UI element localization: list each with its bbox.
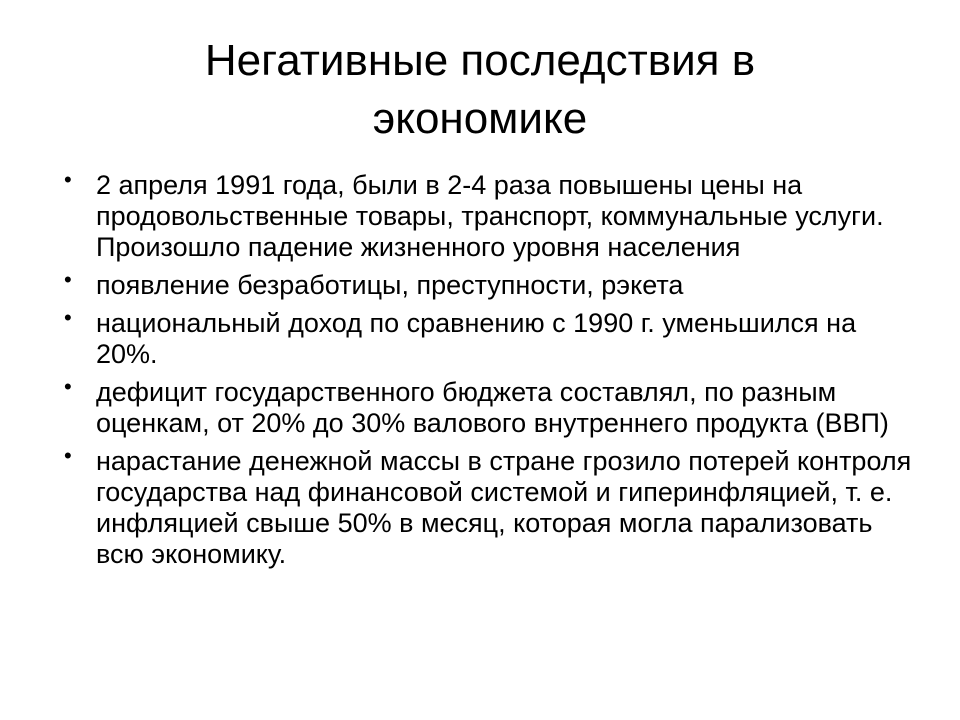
bullet-text: 2 апреля 1991 года, были в 2-4 раза повышены цены на продовольственные товары, транспорт, коммунальные услуги. Произошло падение жизненного уровня населения [96, 170, 884, 262]
bullet-item [60, 267, 920, 301]
slide-title-line-1: Негативные последствия в [204, 36, 756, 85]
bullet-dot-icon: • [64, 443, 72, 468]
bullet-list [60, 167, 920, 577]
bullet-dot-icon: • [64, 374, 72, 399]
bullet-dot-icon: • [64, 267, 72, 292]
bullet-dot-icon: • [64, 305, 72, 330]
bullet-text: дефицит государственного бюджета составлял, по разным оценкам, от 20% до 30% валового внутреннего продукта (ВВП) [96, 377, 889, 438]
bullet-item [60, 305, 920, 370]
slide-title [60, 32, 900, 148]
bullet-item [60, 443, 920, 570]
bullet-item [60, 167, 920, 263]
slide-title-line-2: экономике [372, 94, 588, 143]
bullet-dot-icon: • [64, 167, 72, 192]
bullet-text: национальный доход по сравнению с 1990 г. уменьшился на 20%. [96, 308, 857, 369]
bullet-item [60, 374, 920, 439]
bullet-text: нарастание денежной массы в стране грозило потерей контроля государства над финансовой системой и гиперинфляцией, т. е. инфляцией свыше 50% в месяц, которая могла парализовать всю экономику. [96, 446, 912, 569]
bullet-text: появление безработицы, преступности, рэкета [96, 270, 684, 300]
